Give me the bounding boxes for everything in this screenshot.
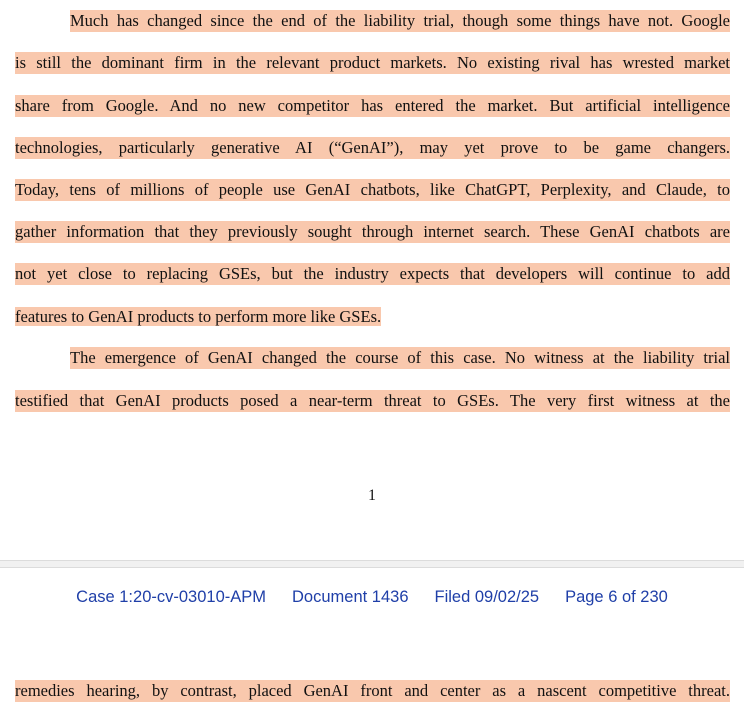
highlighted-text: is still the dominant firm in the relevant product markets. No existing rival has wrested market [15,53,730,72]
page-indicator: Page 6 of 230 [565,588,668,606]
case-number: Case 1:20-cv-03010-APM [76,588,266,606]
highlighted-text: share from Google. And no new competitor has entered the market. But artificial intelligence [15,96,730,115]
highlighted-text: features to GenAI products to perform more like GSEs. [15,307,382,326]
paragraph-1-line-1 [70,10,730,32]
paragraph-1-line-5 [15,179,730,201]
paragraph-2-line-2 [15,390,730,412]
highlighted-text: remedies hearing, by contrast, placed GenAI front and center as a nascent competitive threat. [15,681,730,700]
paragraph-1-line-6 [15,221,730,243]
page-2-line-1 [15,680,730,702]
paragraph-1-line-4 [15,137,730,159]
highlighted-text: not yet close to replacing GSEs, but the industry expects that developers will continue to add [15,264,730,283]
document-number: Document 1436 [292,588,409,606]
highlighted-text: Much has changed since the end of the liability trial, though some things have not. Google [70,11,730,30]
highlighted-text: technologies, particularly generative AI (“GenAI”), may yet prove to be game changers. [15,138,730,157]
paragraph-1-line-7 [15,263,730,285]
paragraph-1-line-2 [15,52,730,74]
highlighted-text: Today, tens of millions of people use GenAI chatbots, like ChatGPT, Perplexity, and Claude, to [15,180,730,199]
paragraph-1-line-8 [15,306,730,328]
filed-date: Filed 09/02/25 [434,588,540,606]
highlighted-text: The emergence of GenAI changed the course of this case. No witness at the liability trial [70,348,730,367]
highlighted-text: gather information that they previously sought through internet search. These GenAI chatbots are [15,222,730,241]
page-break-divider [0,560,744,568]
filing-header [0,586,744,608]
paragraph-1-line-3 [15,95,730,117]
page-number: 1 [368,487,376,504]
paragraph-2-line-1 [70,347,730,369]
highlighted-text: testified that GenAI products posed a near-term threat to GSEs. The very first witness at the [15,391,730,410]
